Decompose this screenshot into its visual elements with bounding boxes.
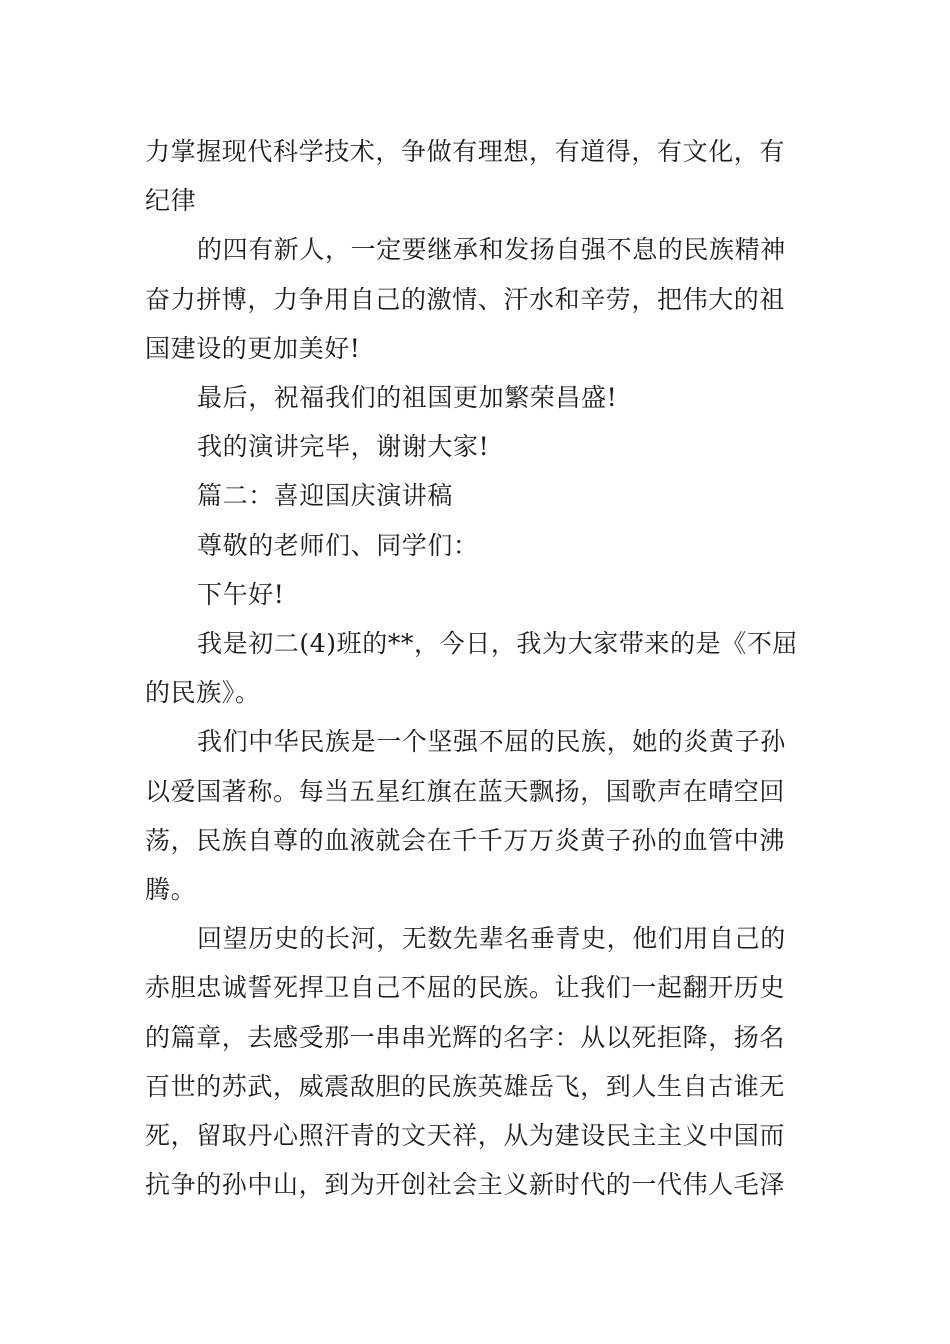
paragraph-3: 最后，祝福我们的祖国更加繁荣昌盛!	[197, 383, 618, 413]
paragraph-4: 我的演讲完毕，谢谢大家!	[197, 432, 490, 462]
paragraph-10: 回望历史的长河，无数先辈名垂青史，他们用自己的赤胆忠诚誓死捍卫自己不屈的民族。让我们一起翻开历史的篇章，去感受那一串串光辉的名字：从以死拒降，扬名百世的苏武，威震敌胆的民族英雄岳飞，到人生自古谁无死，留取丹心照汗青的文天祥，从为建设民主主义中国而抗争的孙中山，到为开创社会主义新时代的一代伟人毛泽	[145, 924, 786, 1200]
paragraph-8: 我是初二(4)班的**，今日，我为大家带来的是《不屈的民族》。	[145, 629, 799, 708]
section-heading: 篇二：喜迎国庆演讲稿	[197, 481, 454, 511]
paragraph-9: 我们中华民族是一个坚强不屈的民族，她的炎黄子孙以爱国著称。每当五星红旗在蓝天飘扬，国歌声在晴空回荡，民族自尊的血液就会在千千万万炎黄子孙的血管中沸腾。	[145, 727, 786, 905]
greeting: 下午好!	[197, 579, 285, 609]
salutation: 尊敬的老师们、同学们：	[197, 530, 479, 560]
document-body	[145, 127, 810, 1209]
paragraph-1: 力掌握现代科学技术，争做有理想，有道得，有文化，有纪律	[145, 137, 786, 216]
paragraph-2: 的四有新人，一定要继承和发扬自强不息的民族精神奋力拼博，力争用自己的激情、汗水和辛劳，把伟大的祖国建设的更加美好!	[145, 235, 786, 363]
